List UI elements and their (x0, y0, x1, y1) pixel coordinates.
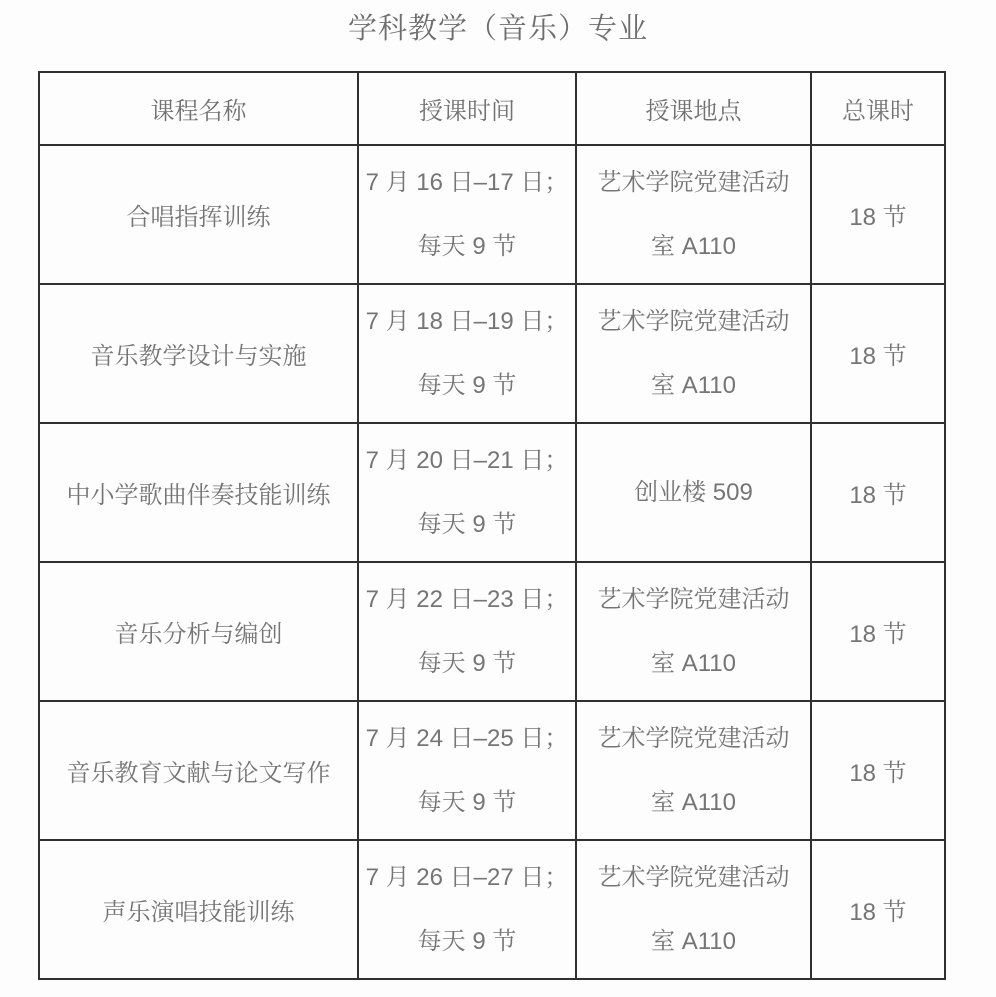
col-header-total-hours: 总课时 (811, 72, 945, 145)
col-header-course-name: 课程名称 (39, 72, 358, 145)
time-cell (358, 145, 576, 284)
location-cell (576, 284, 811, 423)
course-schedule-table (38, 71, 946, 980)
time-cell (358, 423, 576, 562)
time-cell (358, 840, 576, 979)
location-cell (576, 145, 811, 284)
time-cell (358, 701, 576, 840)
location-line-1: 艺术学院党建活动 (597, 863, 790, 891)
location-line-2: 室 A110 (651, 927, 736, 955)
location-line-1: 创业楼 509 (634, 478, 753, 506)
table-row (39, 423, 945, 562)
total-hours-cell: 18 节 (811, 423, 945, 562)
location-line-1: 艺术学院党建活动 (597, 168, 790, 196)
table-row (39, 562, 945, 701)
course-name-cell: 合唱指挥训练 (39, 145, 358, 284)
table-row (39, 284, 945, 423)
header-row (39, 72, 945, 145)
time-dates: 7 月 22 日–23 日； (365, 585, 569, 613)
time-sessions: 每天 9 节 (417, 371, 517, 399)
location-line-2: 室 A110 (651, 649, 736, 677)
location-cell (576, 701, 811, 840)
time-sessions: 每天 9 节 (417, 927, 517, 955)
location-line-1: 艺术学院党建活动 (597, 307, 790, 335)
page-title: 学科教学（音乐）专业 (347, 13, 648, 45)
time-dates: 7 月 26 日–27 日； (365, 863, 569, 891)
total-hours-cell: 18 节 (811, 284, 945, 423)
col-header-location: 授课地点 (576, 72, 811, 145)
table-row (39, 840, 945, 979)
location-line-1: 艺术学院党建活动 (597, 585, 790, 613)
location-line-2: 室 A110 (651, 788, 736, 816)
course-name-cell: 声乐演唱技能训练 (39, 840, 358, 979)
table-row (39, 701, 945, 840)
location-line-1: 艺术学院党建活动 (597, 724, 790, 752)
course-name-cell: 中小学歌曲伴奏技能训练 (39, 423, 358, 562)
course-name-cell: 音乐教学设计与实施 (39, 284, 358, 423)
location-cell (576, 423, 811, 562)
total-hours-cell: 18 节 (811, 840, 945, 979)
time-sessions: 每天 9 节 (417, 788, 517, 816)
location-cell (576, 562, 811, 701)
time-dates: 7 月 16 日–17 日； (365, 168, 569, 196)
time-sessions: 每天 9 节 (417, 510, 517, 538)
total-hours-cell: 18 节 (811, 701, 945, 840)
time-dates: 7 月 20 日–21 日； (365, 446, 569, 474)
location-line-2: 室 A110 (651, 371, 736, 399)
time-sessions: 每天 9 节 (417, 232, 517, 260)
location-line-2: 室 A110 (651, 232, 736, 260)
course-name-cell: 音乐教育文献与论文写作 (39, 701, 358, 840)
time-dates: 7 月 24 日–25 日； (365, 724, 569, 752)
course-name-cell: 音乐分析与编创 (39, 562, 358, 701)
time-sessions: 每天 9 节 (417, 649, 517, 677)
col-header-time: 授课时间 (358, 72, 576, 145)
total-hours-cell: 18 节 (811, 562, 945, 701)
total-hours-cell: 18 节 (811, 145, 945, 284)
time-cell (358, 562, 576, 701)
location-cell (576, 840, 811, 979)
table-row (39, 145, 945, 284)
time-dates: 7 月 18 日–19 日； (365, 307, 569, 335)
time-cell (358, 284, 576, 423)
